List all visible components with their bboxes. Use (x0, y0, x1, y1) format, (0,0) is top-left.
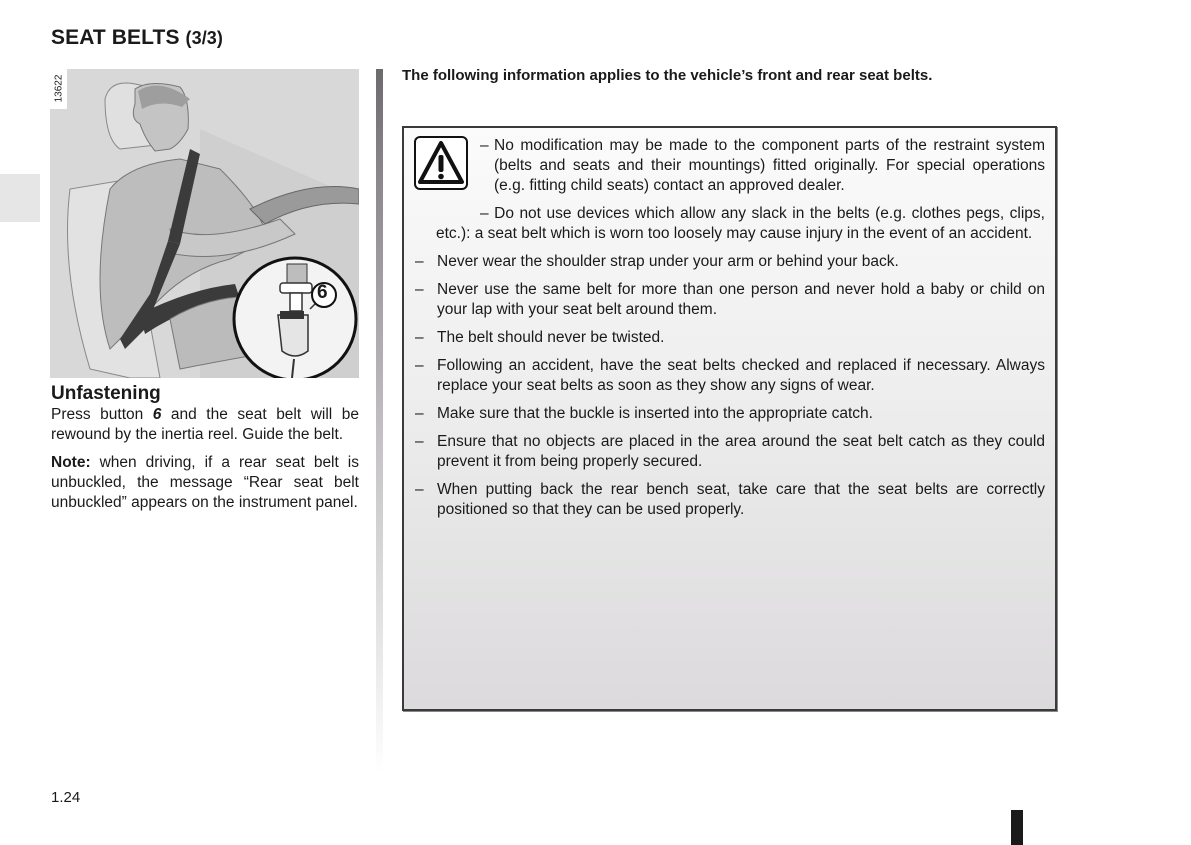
warning-item (404, 252, 1055, 272)
warning-item (404, 432, 1055, 472)
warning-text: Make sure that the buckle is inserted into the appropriate catch. (437, 405, 873, 422)
note-label: Note: (51, 454, 91, 471)
note-text: when driving, if a rear seat belt is unbuckled, the message “Rear seat belt unbuckled” appears on the instrument panel. (51, 454, 359, 511)
unfastening-section (51, 383, 359, 521)
warning-item (404, 204, 1055, 244)
dash: – (415, 433, 424, 450)
dash: – (415, 253, 424, 270)
warning-box (402, 126, 1057, 711)
dash: – (415, 281, 424, 298)
page-number: 1.24 (51, 789, 81, 806)
warning-text: Ensure that no objects are placed in the area around the seat belt catch as they could prevent it from being properly secured. (437, 433, 1045, 470)
section-heading: Unfastening (51, 383, 161, 404)
warning-text: The belt should never be twisted. (437, 329, 665, 346)
warning-item (404, 356, 1055, 396)
page-edge-marker (1011, 810, 1023, 845)
dash: – (415, 481, 424, 498)
warning-text: Following an accident, have the seat belts checked and replaced if necessary. Always replace your seat belts as soon as they show any signs of wear. (437, 357, 1045, 394)
warning-text: No modification may be made to the component parts of the restraint system (belts and seats and their mountings) fitted originally. For special operations (e.g. fitting child seats) contact an approved dealer. (494, 137, 1045, 194)
warning-item (404, 480, 1055, 520)
dash: – (480, 205, 489, 222)
title-suffix: (3/3) (185, 28, 224, 48)
paragraph-text: and the seat belt will be rewound by the inertia reel. Guide the belt. (51, 406, 359, 443)
figure-reference-id: 13622 (53, 74, 65, 103)
warning-text: When putting back the rear bench seat, take care that the seat belts are correctly positioned so that they can be used properly. (437, 481, 1045, 518)
seat-belt-illustration (50, 69, 359, 378)
column-divider (376, 69, 383, 774)
unfastening-paragraph (51, 405, 359, 445)
callout-label: 6 (317, 282, 328, 303)
dash: – (480, 137, 489, 154)
dash: – (415, 405, 424, 422)
warning-item (404, 136, 1055, 196)
warning-list (404, 136, 1055, 528)
warning-item (404, 280, 1055, 320)
title-main: SEAT BELTS (51, 26, 180, 49)
warning-item (404, 328, 1055, 348)
dash: – (415, 329, 424, 346)
warning-text: Do not use devices which allow any slack in the belts (e.g. clothes pegs, clips, etc.): a seat belt which is worn too loosely may cause injury in the event of an accident. (436, 205, 1045, 242)
intro-text: The following information applies to the vehicle’s front and rear seat belts. (402, 67, 933, 84)
note-paragraph (51, 453, 359, 513)
warning-text: Never use the same belt for more than one person and never hold a baby or child on your lap with your seat belt around them. (437, 281, 1045, 318)
page-title (51, 26, 223, 50)
dash: – (415, 357, 424, 374)
paragraph-text: Press button (51, 406, 153, 423)
figure-reference (50, 69, 67, 109)
warning-item (404, 404, 1055, 424)
driver-illustration (50, 69, 359, 378)
warning-text: Never wear the shoulder strap under your arm or behind your back. (437, 253, 899, 270)
button-reference: 6 (152, 406, 162, 423)
section-tab (0, 174, 40, 222)
